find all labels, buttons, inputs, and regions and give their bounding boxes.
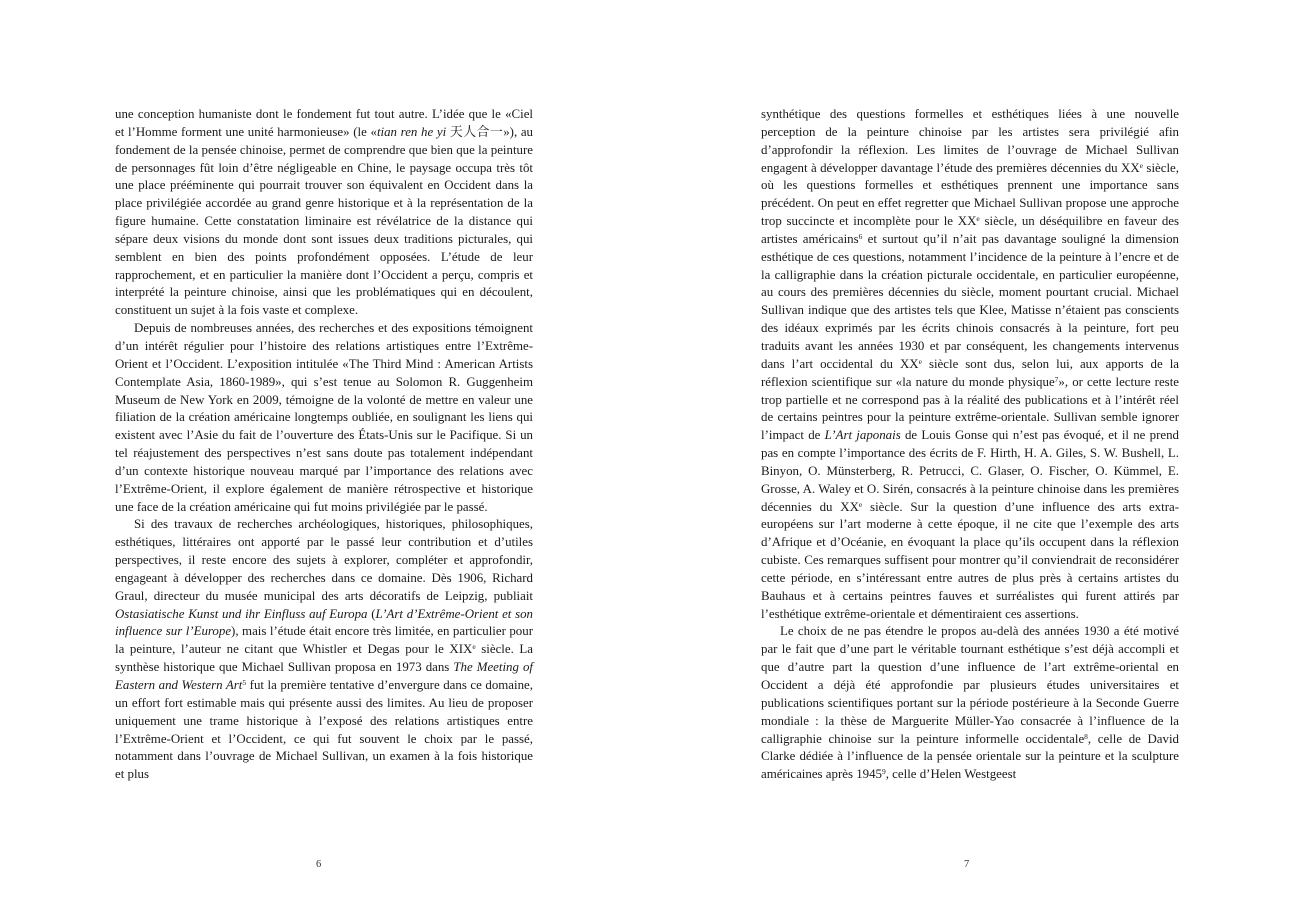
superscript: e <box>918 356 922 366</box>
left-page <box>0 0 646 913</box>
text-run: », or cette lecture reste trop partielle et ne correspond pas à la réalité des publications et à l’intérêt réel de certains peintres pour la peinture extrême-orientale. Sullivan semble ignorer l’impact de <box>761 374 1179 443</box>
italic-title: L’Art japonais <box>824 428 901 443</box>
text-run: synthétique des questions formelles et esthétiques liées à une nouvelle perception de la peinture chinoise par les artistes sera privilégié afin d’approfondir la réflexion. Les limites de l’ouvrage de Michael Sullivan engagent à développer davantage l’étude des premières décennies du XX <box>761 107 1179 175</box>
text-run: siècle, où les questions formelles et esthétiques prennent une importance sans précédent. On peut en effet regretter que Michael Sullivan propose une approche trop succincte et incomplète pour le XX <box>761 160 1180 229</box>
text-run: une conception humaniste dont le fondement fut tout autre. L’idée que le «Ciel et l’Homme forment une unité harmonieuse» (le « <box>115 107 533 139</box>
superscript: 6 <box>858 231 863 241</box>
paragraph <box>115 516 533 784</box>
paragraph <box>761 106 1179 623</box>
superscript: e <box>858 499 863 509</box>
right-page-text <box>761 106 1179 784</box>
text-run: siècle, un déséquilibre en faveur des artistes américains <box>761 214 1179 246</box>
paragraph <box>115 106 533 320</box>
text-run: , celle d’Helen Westgeest <box>885 767 1017 782</box>
italic-title: L’Art d’Extrême-Orient et son influence sur l’Europe <box>115 606 534 639</box>
superscript: e <box>1139 160 1144 170</box>
left-page-number: 6 <box>316 859 322 870</box>
text-run: , celle de David Clarke dédiée à l’influence de la pensée orientale sur la peinture et la sculpture américaines après 1945 <box>761 731 1179 782</box>
text-run: siècle. La synthèse historique que Michael Sullivan proposa en 1973 dans <box>115 642 534 675</box>
superscript: 7 <box>1054 374 1059 384</box>
left-page-text <box>115 106 533 784</box>
right-page <box>646 0 1293 913</box>
text-run: Si des travaux de recherches archéologiques, historiques, philosophiques, esthétiques, littéraires ont apporté par le passé leur contribution et d’utiles perspectives, il reste encore des sujets à explorer, compléter et approfondir, engageant à développer des recherches dans ce domaine. Dès 1906, Richard Graul, directeur du musée municipal des arts décoratifs de Leipzig, publiait <box>115 517 533 603</box>
italic-title: tian ren he yi <box>376 124 447 139</box>
superscript: 8 <box>1084 731 1088 741</box>
text-run: siècle sont dus, selon lui, aux apports de la réflexion scientifique sur «la nature du monde physique <box>761 356 1179 389</box>
text-run: ), mais l’étude était encore très limitée, en particulier pour la peinture, l’auteur ne citant que Whistler et Degas pour le XIX <box>115 624 533 657</box>
text-run: et surtout qu’il n’ait pas davantage souligné la dimension esthétique de ces questions, notamment l’incidence de la peinture à l’encre et de la calligraphie dans la création picturale occidentale, en particulier européenne, au cours des premières décennies du siècle, moment pourtant crucial. Michael Sullivan indique que des artistes tels que Klee, Matisse n’étaient pas conscients des idéaux exprimés par les écrits chinois consacrés à la peinture, fort peu traduits avant les années 1930 et par conséquent, les changements intervenus dans l’art occidental du XX <box>761 231 1179 371</box>
text-run: de Louis Gonse qui n’est pas évoqué, et il ne prend pas en compte l’importance des écrits de F. Hirth, H. A. Giles, S. W. Bushell, L. Binyon, O. Münsterberg, R. Petrucci, C. Glaser, O. Fischer, O. Kümmel, E. Grosse, A. Waley et O. Sirén, consacrés à la peinture chinoise dans les premières décennies du XX <box>761 428 1179 514</box>
paragraph <box>115 320 533 516</box>
text-run: siècle. Sur la question d’une influence des arts extra-européens sur l’art moderne à cette époque, il ne cite que l’exemple des arts d’Afrique et d’Océanie, en évoquant la place qu’ils occupent dans la réflexion cubiste. Ces remarques suffisent pour montrer qu’il conviendrait de reconsidérer cette période, en s’intéressant entre autres de plus près à certains artistes du Bauhaus et à certains peintres fauves et surréalistes qui furent attirés par l’esthétique extrême-orientale et démentiraient ces assertions. <box>761 499 1179 621</box>
superscript: 5 <box>242 678 247 687</box>
text-run: fut la première tentative d’envergure dans ce domaine, un effort fort estimable mais qui présente aussi des limites. Au lieu de proposer uniquement une trame historique à l’exposé des relations artistiques entre l’Extrême-Orient et l’Occident, ce qui fut souvent le choix par le passé, notamment dans l’ouvrage de Michael Sullivan, un examen à la fois historique et plus <box>115 678 533 782</box>
right-page-number: 7 <box>964 859 970 870</box>
italic-title: Ostasiatische Kunst und ihr Einfluss auf Europa <box>115 606 368 621</box>
text-run: Depuis de nombreuses années, des recherches et des expositions témoignent d’un intérêt régulier pour l’histoire des relations artistiques entre l’Extrême-Orient et l’Occident. L’exposition intitulée «The Third Mind : American Artists Contemplate Asia, 1860-1989», qui s’est tenue au Solomon R. Guggenheim Museum de New York en 2009, témoigne de la volonté de mettre en valeur une filiation de la création américaine longtemps oubliée, en soulignant les liens qui existent avec l’Asie du fait de l’ouverture des États-Unis sur le Pacifique. Si un tel réajustement des perspectives n’est sans doute pas totalement indépendant d’un contexte historique nouveau marqué par l’importance des relations avec l’Extrême-Orient, il explore également de manière rétrospective et historique une face de la création américaine qui fut moins privilégiée par le passé. <box>115 321 533 514</box>
text-run: Le choix de ne pas étendre le propos au-delà des années 1930 a été motivé par le fait que d’une part le véritable tournant esthétique s’est déjà accompli et que d’autre part la question d’une influence de l’art extrême-oriental en Occident a déjà été approfondie par plusieurs études universitaires et publications scientifiques portant sur la période postérieure à la Seconde Guerre mondiale : la thèse de Marguerite Müller-Yao consacrée à l’influence de la calligraphie chinoise sur la peinture informelle occidentale <box>761 624 1179 746</box>
italic-title: The Meeting of Eastern and Western Art <box>115 660 533 692</box>
text-run: ( <box>367 606 376 621</box>
paragraph <box>761 623 1179 784</box>
superscript: e <box>472 642 476 652</box>
superscript: e <box>976 214 980 224</box>
text-run: 天人合一»), au fondement de la pensée chinoise, permet de comprendre que bien que la peinture de personnages fût loin d’être négligeable en Chine, le paysage occupa très tôt une place prééminente qui pourrait trouver son équivalent en Occident dans la place privilégiée accordée au grand genre historique et à la représentation de la figure humaine. Cette constatation liminaire est révélatrice de la distance qui sépare deux visions du monde dont sont issues deux traditions picturales, qui semblent en bien des points profondément opposées. L’étude de leur rapprochement, et en particulier la manière dont l’Occident a perçu, compris et interprété la peinture chinoise, ainsi que les problématiques qui en découlent, constituent un sujet à la fois vaste et complexe. <box>115 124 534 318</box>
superscript: 9 <box>881 767 886 777</box>
